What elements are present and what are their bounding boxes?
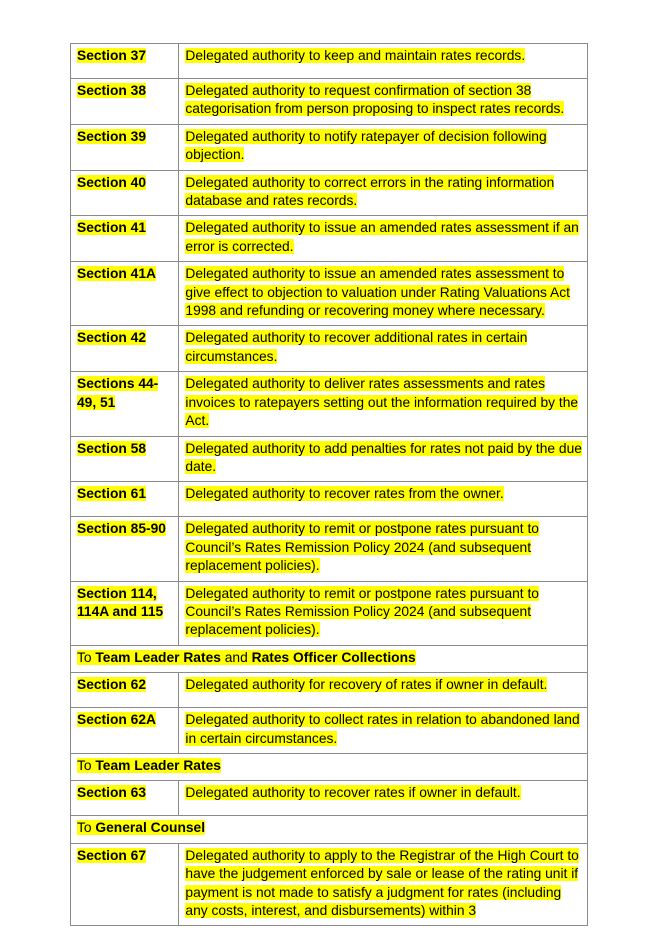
group-prefix: To: [77, 757, 96, 773]
section-cell: [71, 44, 179, 79]
description-text: Delegated authority to collect rates in relation to abandoned land in certain circumstances.: [185, 712, 580, 746]
description-cell: [179, 216, 588, 262]
section-cell: [71, 673, 179, 708]
table-row: [71, 44, 588, 79]
description-cell: [179, 326, 588, 372]
description-cell: [179, 482, 588, 517]
section-cell: [71, 124, 179, 170]
section-cell: [71, 262, 179, 326]
description-cell: [179, 170, 588, 216]
section-cell: [71, 436, 179, 482]
section-label: Sections 44-49, 51: [77, 376, 159, 410]
table-row: [71, 843, 588, 926]
section-cell: [71, 170, 179, 216]
table-row: [71, 436, 588, 482]
description-cell: [179, 436, 588, 482]
table-row: [71, 581, 588, 645]
description-cell: [179, 44, 588, 79]
description-text: Delegated authority to remit or postpone rates pursuant to Council’s Rates Remission Policy 2024 (and subsequent replacement policies).: [185, 521, 539, 574]
table-row: [71, 124, 588, 170]
group-header-row: [71, 645, 588, 672]
table-row: [71, 673, 588, 708]
table-row: [71, 326, 588, 372]
description-text: Delegated authority to recover additional rates in certain circumstances.: [185, 330, 528, 364]
group-role: General Counsel: [95, 820, 206, 836]
section-cell: [71, 843, 179, 926]
description-text: Delegated authority to issue an amended rates assessment if an error is corrected.: [185, 220, 579, 254]
section-cell: [71, 517, 179, 581]
description-cell: [179, 781, 588, 816]
section-cell: [71, 708, 179, 754]
description-cell: [179, 517, 588, 581]
section-label: Section 62: [77, 677, 147, 693]
table-row: [71, 708, 588, 754]
table-row: [71, 79, 588, 125]
description-cell: [179, 843, 588, 926]
group-prefix: To: [77, 820, 96, 836]
description-text: Delegated authority to correct errors in the rating information database and rates records.: [185, 174, 555, 209]
group-header-row: [71, 753, 588, 780]
group-role: Team Leader Rates: [95, 649, 221, 665]
section-cell: [71, 326, 179, 372]
section-label: Section 63: [77, 785, 147, 801]
description-text: Delegated authority for recovery of rates if owner in default.: [185, 677, 548, 693]
group-prefix: To: [77, 649, 96, 665]
table-row: [71, 262, 588, 326]
section-label: Section 38: [77, 83, 147, 98]
section-label: Section 114, 114A and 115: [77, 585, 164, 619]
group-header: [71, 753, 588, 780]
table-row: [71, 170, 588, 216]
section-label: Section 41A: [77, 266, 156, 282]
description-text: Delegated authority to recover rates if owner in default.: [185, 785, 521, 801]
group-conjunction: and: [220, 649, 252, 665]
section-label: Section 37: [77, 48, 147, 63]
section-label: Section 41: [77, 220, 147, 236]
description-cell: [179, 124, 588, 170]
section-cell: [71, 482, 179, 517]
description-text: Delegated authority to notify ratepayer of decision following objection.: [185, 128, 547, 163]
section-cell: [71, 216, 179, 262]
section-label: Section 39: [77, 128, 147, 144]
section-label: Section 42: [77, 330, 147, 346]
group-role: Rates Officer Collections: [251, 649, 416, 665]
description-text: Delegated authority to apply to the Registrar of the High Court to have the judgement enforced by sale or lease of the rating unit if payment is not made to satisfy a judgment for rates (including any costs, interest, and disbursements) within 3: [185, 847, 579, 918]
section-label: Section 40: [77, 174, 147, 190]
table-row: [71, 781, 588, 816]
description-text: Delegated authority to issue an amended rates assessment to give effect to objection to valuation under Rating Valuations Act 1998 and refunding or recovering money where necessary.: [185, 266, 570, 319]
description-cell: [179, 372, 588, 436]
section-cell: [71, 581, 179, 645]
description-cell: [179, 79, 588, 125]
table-row: [71, 216, 588, 262]
delegations-table: [70, 43, 588, 926]
description-cell: [179, 708, 588, 754]
group-role: Team Leader Rates: [95, 757, 221, 773]
description-cell: [179, 581, 588, 645]
section-cell: [71, 372, 179, 436]
section-cell: [71, 79, 179, 125]
description-cell: [179, 673, 588, 708]
table-row: [71, 372, 588, 436]
group-header-row: [71, 816, 588, 843]
description-text: Delegated authority to add penalties for rates not paid by the due date.: [185, 440, 582, 474]
description-text: Delegated authority to request confirmation of section 38 categorisation from person proposing to inspect rates records.: [185, 83, 565, 117]
description-text: Delegated authority to deliver rates assessments and rates invoices to ratepayers setting out the information required by the Act.: [185, 376, 579, 429]
section-cell: [71, 781, 179, 816]
description-text: Delegated authority to remit or postpone rates pursuant to Council’s Rates Remission Policy 2024 (and subsequent replacement policies).: [185, 585, 539, 638]
description-text: Delegated authority to keep and maintain rates records.: [185, 48, 526, 63]
section-label: Section 85-90: [77, 521, 166, 537]
description-cell: [179, 262, 588, 326]
section-label: Section 61: [77, 486, 147, 502]
section-label: Section 58: [77, 440, 147, 456]
description-text: Delegated authority to recover rates from the owner.: [185, 486, 504, 502]
table-row: [71, 482, 588, 517]
group-header: [71, 645, 588, 672]
section-label: Section 62A: [77, 712, 156, 728]
group-header: [71, 816, 588, 843]
section-label: Section 67: [77, 847, 147, 863]
table-row: [71, 517, 588, 581]
